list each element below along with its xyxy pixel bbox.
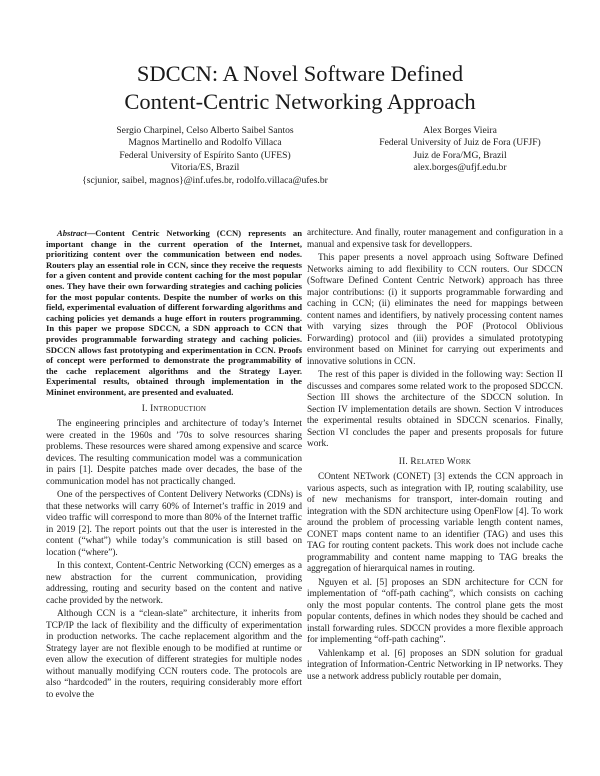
paragraph: architecture. And finally, router management and configuration in a manual and expensive task for develloppers. bbox=[307, 228, 563, 250]
title-line-2: Content-Centric Networking Approach bbox=[124, 89, 476, 114]
author-email-right: alex.borges@ufjf.edu.br bbox=[413, 162, 507, 174]
author-name-right: Alex Borges Vieira bbox=[423, 125, 497, 136]
author-affiliation-right: Federal University of Juiz de Fora (UFJF) bbox=[379, 137, 541, 149]
paragraph: This paper presents a novel approach using Software Defined Networks aiming to add flexibility to CCN routers. Our SDCCN (Software Defined Content Centric Network) approach has three major contributions: (i) it supports programmable forwarding and caching in CCN; (ii) eliminates the need for mappings between content names and identifiers, by natively processing content names with varying sizes through the POF (Protocol Oblivious Forwarding) protocol and (iii) provides a simulated prototyping environment based on Mininet for carrying out experiments and innovative solutions in CCN. bbox=[307, 253, 563, 367]
author-block-right bbox=[340, 125, 580, 175]
left-column bbox=[46, 228, 302, 703]
author-emails-left: {scjunior, saibel, magnos}@inf.ufes.br, rodolfo.villaca@ufes.br bbox=[82, 174, 328, 186]
abstract-label: Abstract bbox=[57, 228, 87, 238]
abstract bbox=[46, 228, 302, 398]
author-block-left bbox=[40, 125, 370, 187]
abstract-text: —Content Centric Networking (CCN) represents an important change in the current operation of the Internet, prioritizing content over the communication between end nodes. Routers play an essential role in CCN, since they receive the requests for a given content and provide content caching for the most popular ones. They have their own forwarding strategies and caching policies for the most popular contents. Despite the number of works on this field, experimental evaluation of different forwarding algorithms and caching policies yet demands a huge effort in routers programming. In this paper we propose SDCCN, a SDN approach to CCN that provides programmable forwarding strategy and caching policies. SDCCN allows fast prototyping and experimentation in CCN. Proofs of concept were performed to demonstrate the programmability of the cache replacement algorithms and the Strategy Layer. Experimental results, obtained through implementation in the Mininet environment, are presented and evaluated. bbox=[46, 228, 302, 397]
author-affiliation-left: Federal University of Espírito Santo (UFES) bbox=[119, 149, 291, 161]
paragraph: Nguyen et al. [5] proposes an SDN architecture for CCN for implementation of “off-path caching”, which consists on caching only the most popular contents. The control plane gets the most popular contents, defines in which nodes they should be cached and install forwarding rules. SDCCN provides a more flexible approach for implementing “off-path caching”. bbox=[307, 577, 563, 645]
paragraph: The engineering principles and architecture of today’s Internet were created in the 1960s and ’70s to solve resources sharing problems. These resources were shared among expensive and scarce devices. The resulting communication model was a communication in pairs [1]. Despite patches made over decades, the base of the communication model has not practically changed. bbox=[46, 419, 302, 487]
paragraph: One of the perspectives of Content Delivery Networks (CDNs) is that these networks will carry 60% of Internet’s traffic in 2019 and video traffic will correspond to more than 80% of the Internet traffic in 2019 [2]. The report points out that the user is interested in the content (“what”) while today’s communication is still based on location (“where”). bbox=[46, 490, 302, 558]
paragraph: In this context, Content-Centric Networking (CCN) emerges as a new abstraction for the current communication, providing addressing, routing and security based on the content and native cache provided by the network. bbox=[46, 561, 302, 606]
paragraph: Although CCN is a “clean-slate” architecture, it inherits from TCP/IP the lack of flexibility and the difficulty of experimentation in production networks. The cache replacement algorithm and the Strategy layer are not flexible enough to be modified at runtime or even allow the execution of different strategies for multiple nodes without manually modifying CCN routers code. The protocols are also “hardcoded” in the routers, requiring considerably more effort to evolve the bbox=[46, 609, 302, 700]
author-names-1: Sergio Charpinel, Celso Alberto Saibel Santos bbox=[116, 125, 294, 136]
author-location-right: Juiz de Fora/MG, Brazil bbox=[413, 149, 507, 161]
paragraph: Vahlenkamp et al. [6] proposes an SDN solution for gradual integration of Information-Centric Networking in IP networks. They use a network address publicly routable per domain, bbox=[307, 648, 563, 682]
paragraph: COntent NETwork (CONET) [3] extends the CCN approach in various aspects, such as integration with IP, routing scalability, use of new mechanisms for transport, inter-domain routing and integration with the SDN architecture using OpenFlow [4]. To work around the problem of processing variable length content names, CONET maps content name to an identifier (TAG) and uses this TAG for routing content packets. This work does not include cache programmability and content name mapping to TAG breaks the aggregation of hierarquical names in routing. bbox=[307, 472, 563, 574]
right-column bbox=[307, 228, 563, 685]
section-heading-related-work: II. Related Work bbox=[398, 456, 472, 467]
author-names-2: Magnos Martinello and Rodolfo Villaca bbox=[128, 137, 282, 149]
author-location-left: Vitoria/ES, Brazil bbox=[170, 162, 240, 174]
paper-title bbox=[0, 60, 600, 116]
paragraph: The rest of this paper is divided in the following way: Section II discusses and compares some related work to the proposed SDCCN. Section III shows the architecture of the SDCCN solution. In Section IV implementation details are shown. Section V introduces the experimental results obtained in SDCCN scenarios. Finally, Section VI concludes the paper and presents proposals for future work. bbox=[307, 370, 563, 449]
title-line-1: SDCCN: A Novel Software Defined bbox=[136, 61, 464, 86]
section-heading-introduction: I. Introduction bbox=[141, 403, 207, 414]
